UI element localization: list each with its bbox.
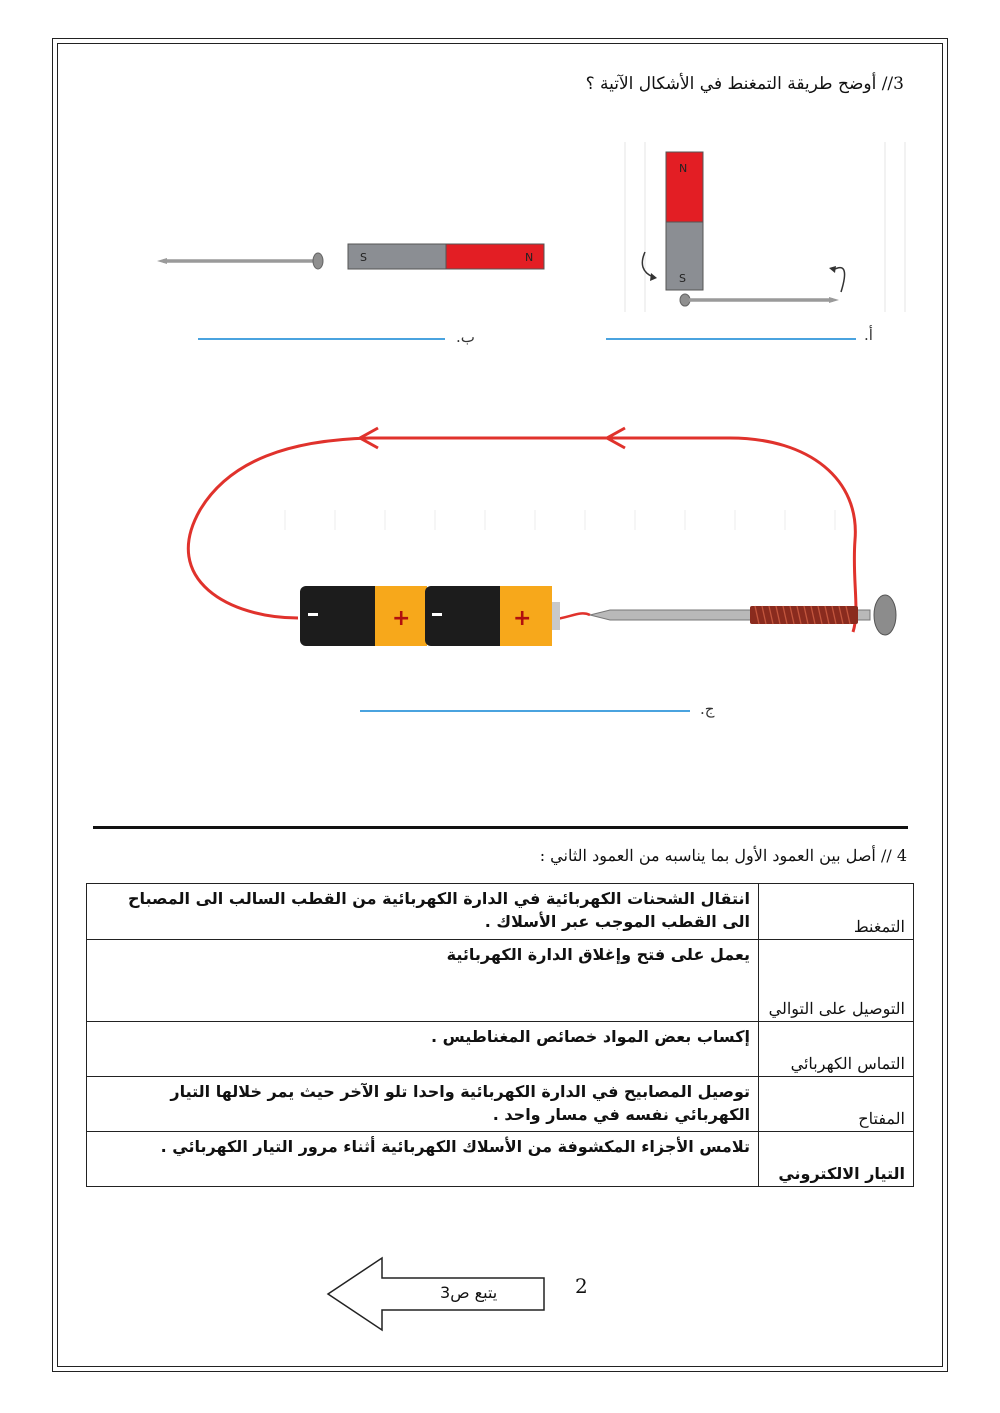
table-row — [87, 884, 914, 940]
figure-b-label: ب. — [456, 328, 475, 346]
page-number: 2 — [575, 1274, 588, 1298]
magnet-n-label: N — [525, 251, 534, 264]
nail-icon — [680, 294, 839, 306]
question-3-title: 3// أوضح طريقة التمغنط في الأشكال الآتية ؟ — [585, 74, 904, 94]
battery-plus-label: + — [392, 606, 411, 631]
answer-line-a[interactable] — [606, 338, 856, 340]
bar-magnet-vertical-icon — [666, 152, 703, 290]
magnet-n-label: N — [679, 162, 688, 175]
nail-with-coil-icon — [590, 595, 896, 635]
definition-cell[interactable]: انتقال الشحنات الكهربائية في الدارة الكهربائية من القطب السالب الى المصباح الى القطب الموجب عبر الأسلاك . — [87, 884, 759, 940]
table-row — [87, 1022, 914, 1077]
figure-b-nail-and-magnet — [155, 238, 555, 278]
table-row — [87, 1132, 914, 1187]
definition-cell[interactable]: إكساب بعض المواد خصائص المغناطيس . — [87, 1022, 759, 1077]
bar-magnet-horizontal-icon — [348, 244, 544, 269]
answer-line-b[interactable] — [198, 338, 445, 340]
figure-a-stroking-method — [615, 142, 915, 317]
battery-plus-label: + — [513, 606, 532, 631]
figure-c-electromagnet-circuit — [170, 420, 910, 680]
definition-cell[interactable]: يعمل على فتح وإغلاق الدارة الكهربائية — [87, 940, 759, 1022]
nail-icon — [157, 253, 323, 269]
battery-2-icon — [425, 586, 560, 646]
continue-label: يتبع ص3 — [440, 1283, 498, 1302]
answer-line-c[interactable] — [360, 710, 690, 712]
term-cell[interactable]: التيار الالكتروني — [759, 1132, 914, 1187]
term-cell[interactable]: التمغنط — [759, 884, 914, 940]
table-row — [87, 940, 914, 1022]
magnet-s-label: S — [360, 251, 367, 264]
magnet-s-label: S — [679, 272, 686, 285]
curved-arrow-right-icon — [829, 266, 845, 292]
table-row — [87, 1077, 914, 1132]
term-cell[interactable]: التوصيل على التوالي — [759, 940, 914, 1022]
question-4-title: 4 // أصل بين العمود الأول بما يناسبه من العمود الثاني : — [539, 846, 907, 865]
figure-c-label: ج. — [700, 700, 715, 718]
battery-1-icon — [300, 586, 433, 646]
definition-cell[interactable]: توصيل المصابيح في الدارة الكهربائية واحدا تلو الآخر حيث يمر خلالها التيار الكهربائي نفسه في مسار واحد . — [87, 1077, 759, 1132]
term-cell[interactable]: التماس الكهربائي — [759, 1022, 914, 1077]
term-cell[interactable]: المفتاح — [759, 1077, 914, 1132]
matching-table — [86, 883, 914, 1187]
figure-a-label: أ. — [864, 326, 873, 344]
definition-cell[interactable]: تلامس الأجزاء المكشوفة من الأسلاك الكهربائية أثناء مرور التيار الكهربائي . — [87, 1132, 759, 1187]
section-divider — [93, 826, 908, 829]
